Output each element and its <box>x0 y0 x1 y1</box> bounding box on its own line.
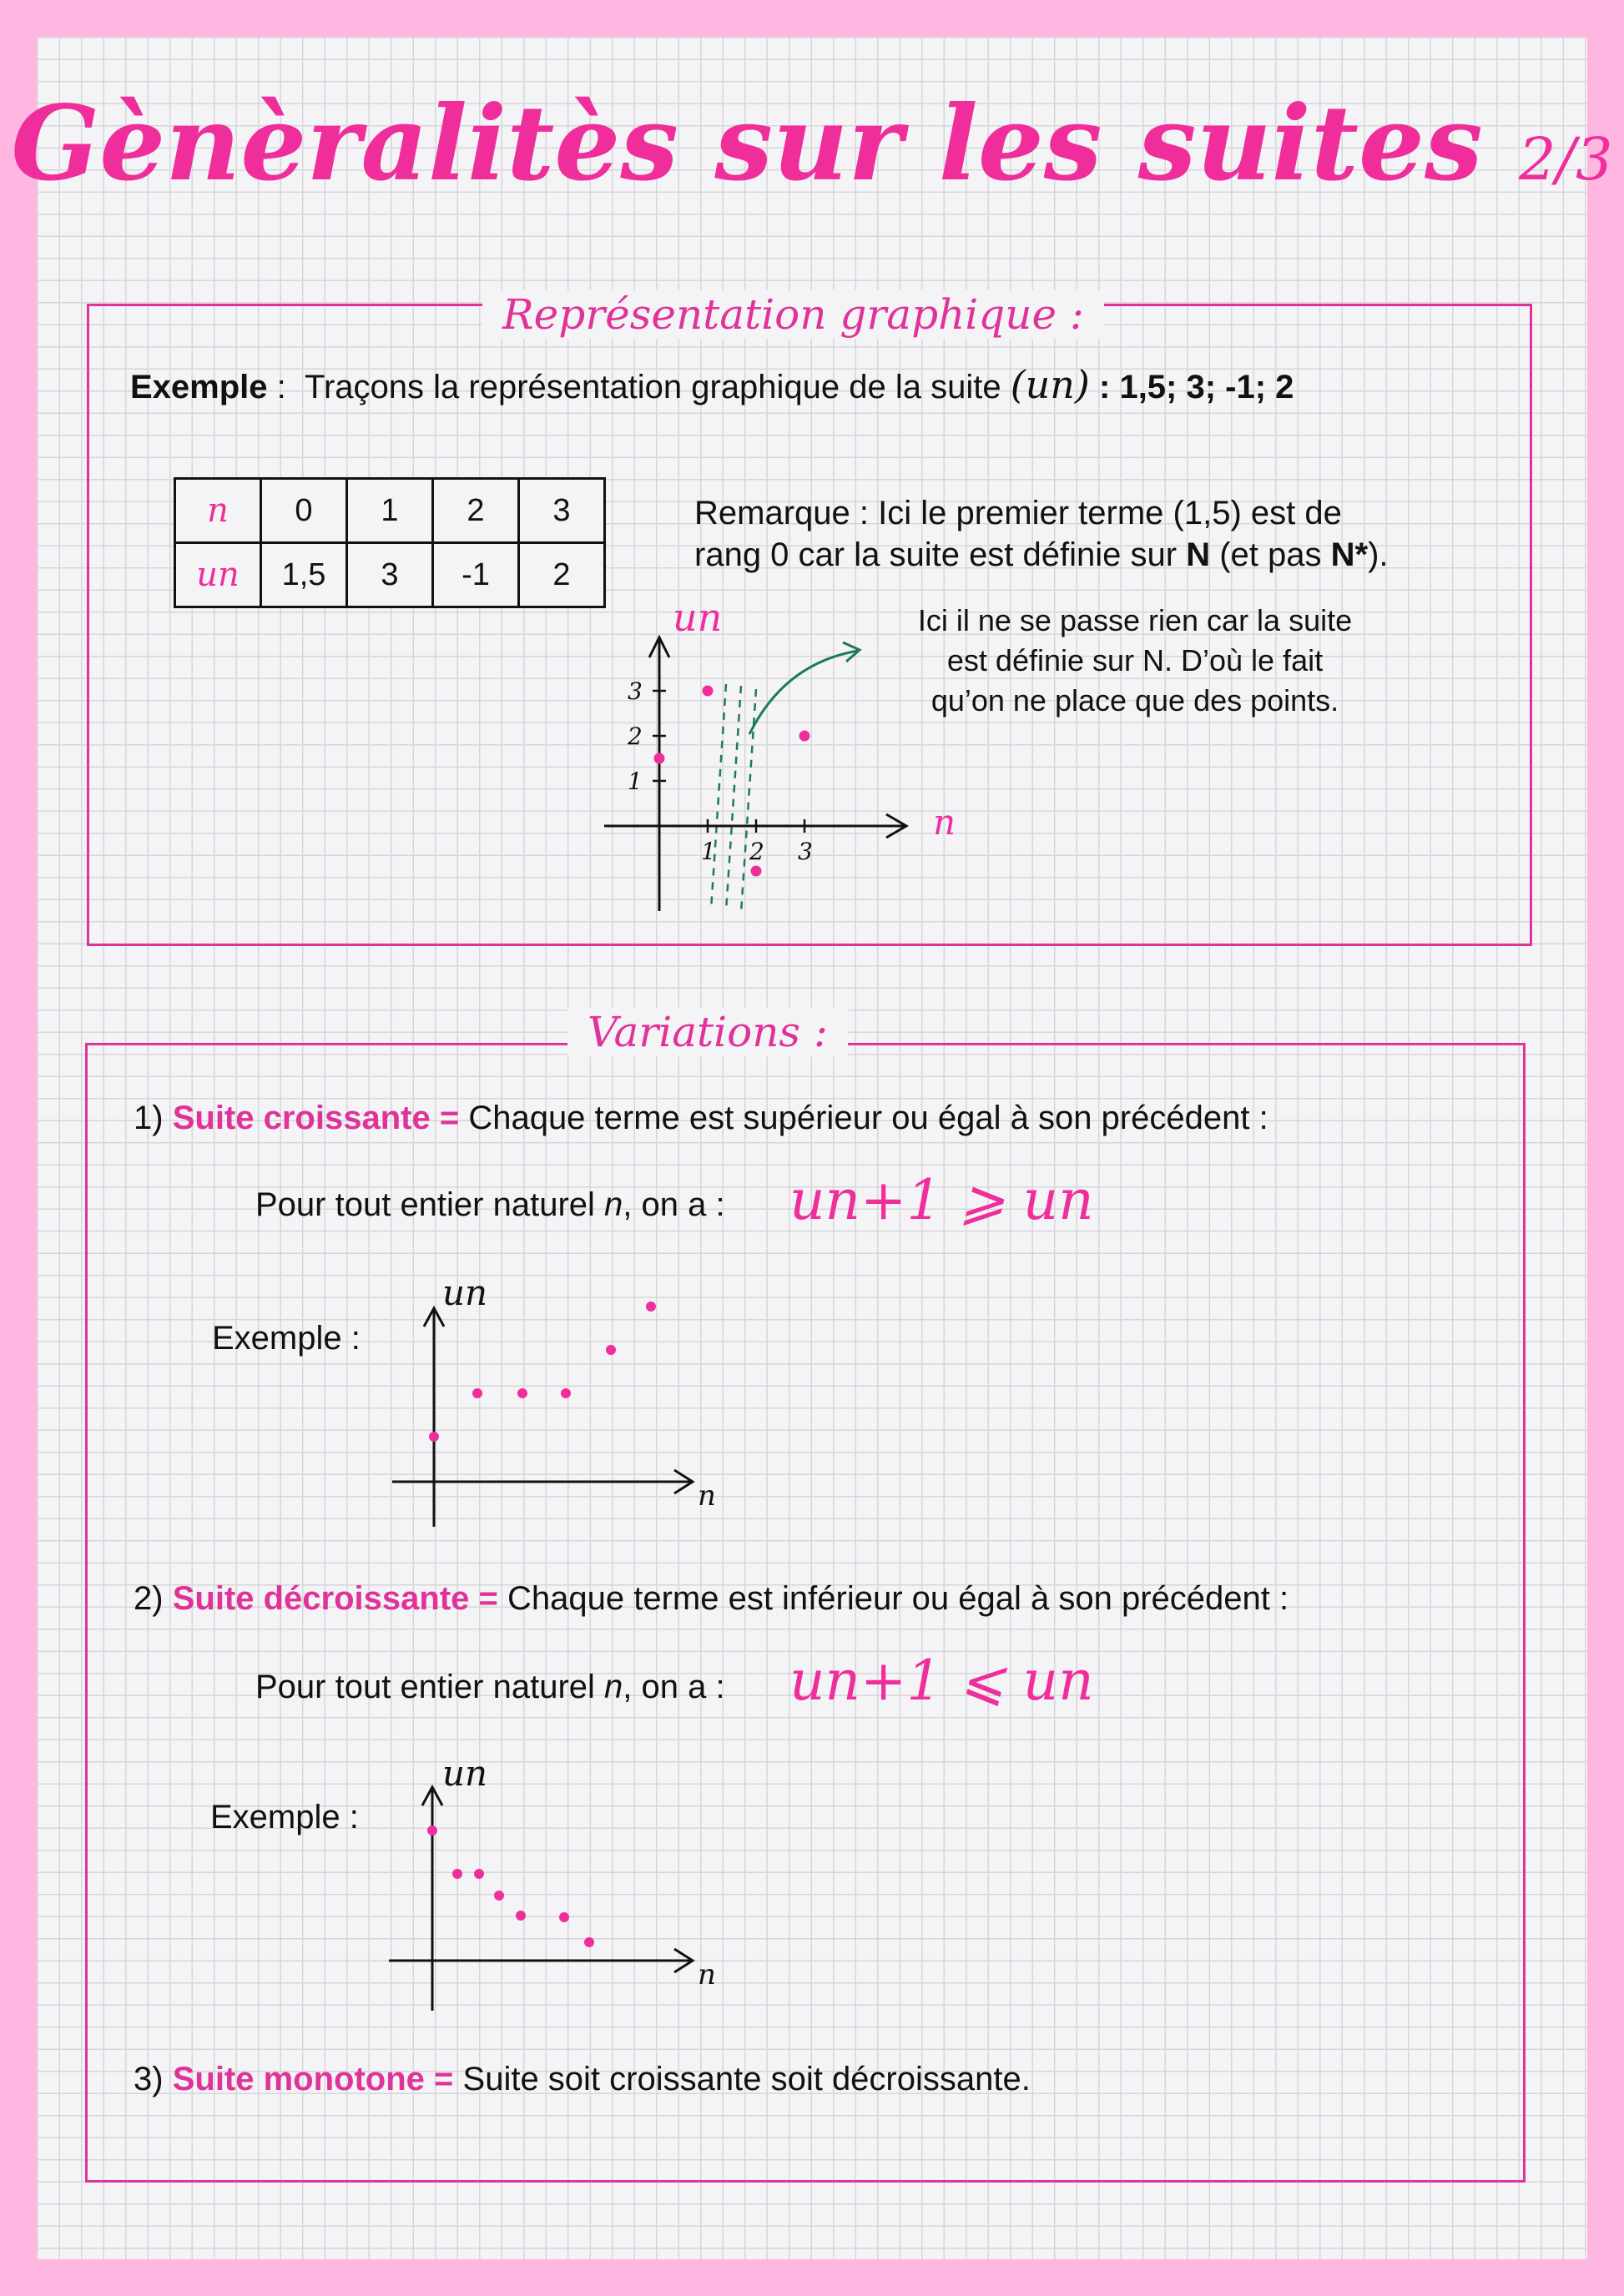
representation-heading: Représentation graphique : <box>482 290 1104 339</box>
exemple-text: Traçons la représentation graphique de la suite <box>305 369 1001 405</box>
y-tick-label: 2 <box>628 723 643 750</box>
graph-note: Ici il ne se passe rien car la suite est définie sur N. D’où le fait qu’on ne place que des points. <box>917 603 1353 718</box>
page-number: 2/3 <box>1518 125 1613 194</box>
x-tick-label: 1 <box>701 838 716 865</box>
data-point <box>559 1912 569 1922</box>
x-axis-label: n <box>698 1479 716 1513</box>
table-cell: 2 <box>433 479 519 543</box>
exemple-line: Exemple : Traçons la représentation graphique de la suite (un) : 1,5; 3; -1; 2 <box>130 362 1294 407</box>
variation-item-1: 1) Suite croissante = Chaque terme est supérieur ou égal à son précédent : <box>134 1100 1268 1136</box>
sequence-values: : 1,5; 3; -1; 2 <box>1099 369 1294 405</box>
table-cell: 2 <box>519 543 605 607</box>
y-axis-label: un <box>442 1753 488 1794</box>
y-axis-label: un <box>673 595 723 640</box>
variation-item-2: 2) Suite décroissante = Chaque terme est inférieur ou égal à son précédent : <box>134 1580 1289 1617</box>
y-tick-label: 1 <box>628 768 643 795</box>
data-point <box>474 1869 484 1879</box>
table-cell: 1,5 <box>261 543 347 607</box>
remark: Remarque : Ici le premier terme (1,5) est de rang 0 car la suite est définie sur N (et pas N*). <box>694 495 1389 573</box>
data-points <box>427 1825 594 1947</box>
x-tick-label: 2 <box>749 838 764 865</box>
item-definition: Suite soit croissante soit décroissante. <box>462 2061 1031 2097</box>
property-line-2: Pour tout entier naturel n, on a : <box>255 1669 725 1705</box>
item-name: Suite monotone = <box>172 2061 454 2097</box>
table-cell: 0 <box>261 479 347 543</box>
item-definition: Chaque terme est supérieur ou égal à son précédent : <box>468 1100 1268 1136</box>
sequence-name: (un) <box>1010 362 1090 407</box>
table-cell: un <box>175 543 261 607</box>
exemple-label: Exemple <box>130 369 268 405</box>
item-definition: Chaque terme est inférieur ou égal à son précédent : <box>507 1580 1289 1617</box>
exemple-label-1: Exemple : <box>212 1320 361 1357</box>
table-cell: -1 <box>433 543 519 607</box>
exemple-label-2: Exemple : <box>210 1799 359 1835</box>
item-name: Suite décroissante = <box>172 1580 498 1617</box>
data-point <box>516 1911 526 1921</box>
item-name: Suite croissante = <box>172 1100 460 1136</box>
table-cell: 1 <box>347 479 433 543</box>
data-point <box>584 1937 594 1947</box>
variation-item-3: 3) Suite monotone = Suite soit croissante soit décroissante. <box>134 2061 1031 2097</box>
y-axis-label: un <box>442 1272 488 1313</box>
property-line-1: Pour tout entier naturel n, on a : <box>255 1186 725 1223</box>
variations-heading: Variations : <box>567 1008 848 1056</box>
x-tick-label: 3 <box>798 838 813 865</box>
table-cell: 3 <box>519 479 605 543</box>
data-point <box>452 1869 462 1879</box>
y-tick-label: 3 <box>628 677 643 705</box>
table-cell: 3 <box>347 543 433 607</box>
formula-decroissante: un+1 ⩽ un <box>789 1649 1094 1713</box>
page-title: Gènèralitès sur les suites 2/3 <box>11 83 1613 204</box>
x-axis-label: n <box>933 802 956 843</box>
formula-croissante: un+1 ⩾ un <box>789 1168 1094 1232</box>
data-point <box>494 1891 504 1901</box>
table-cell: n <box>175 479 261 543</box>
data-point <box>427 1825 437 1835</box>
x-axis-label: n <box>698 1958 716 1991</box>
